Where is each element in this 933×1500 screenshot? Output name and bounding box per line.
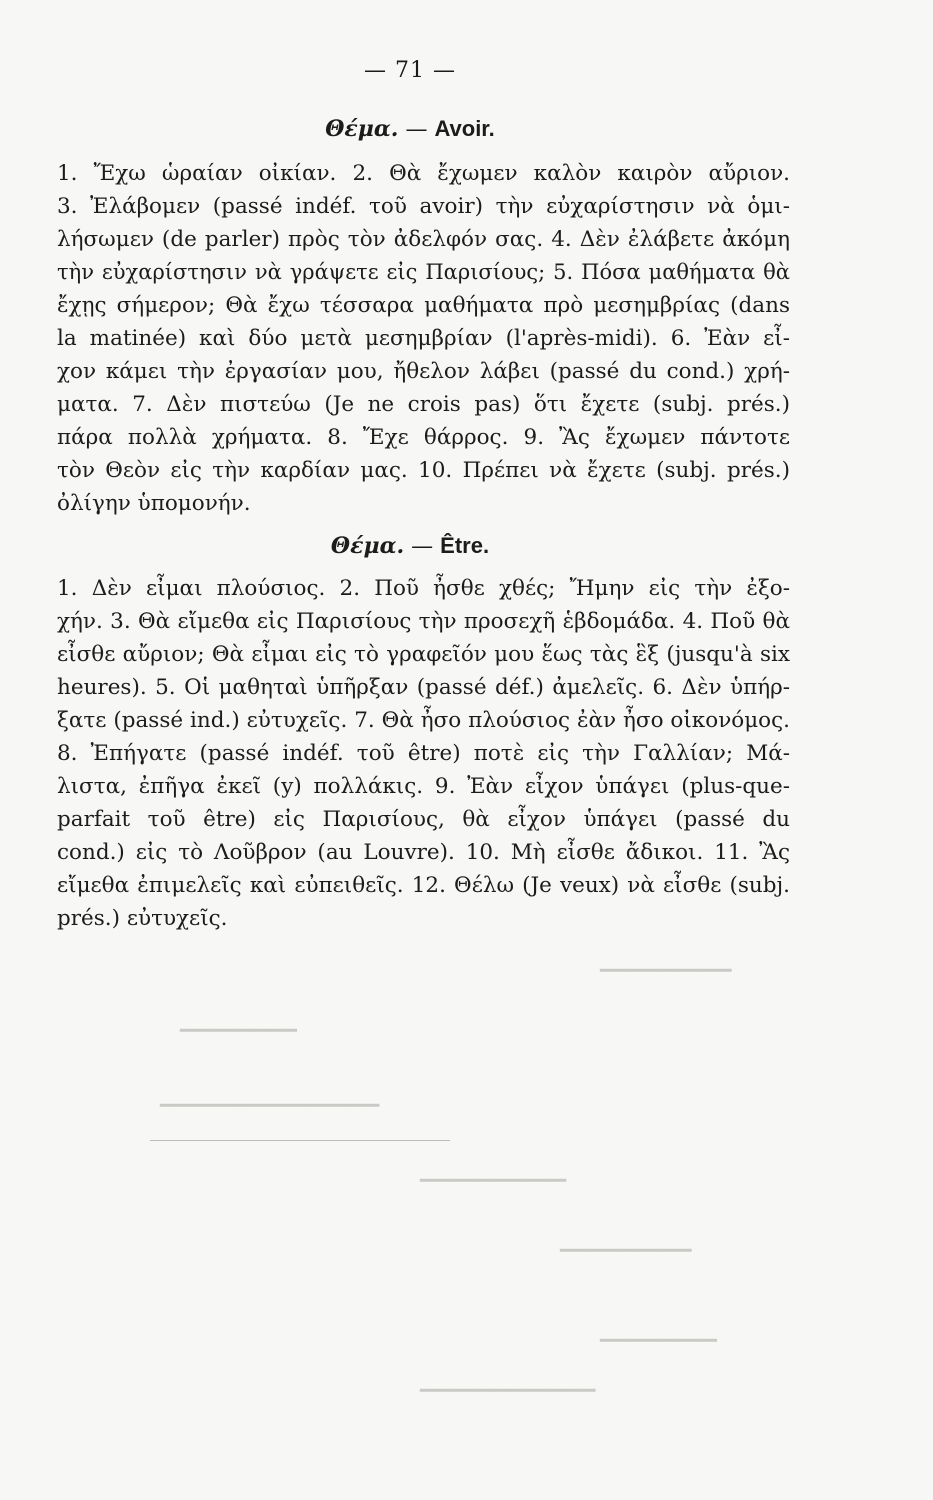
- page-number: — 71 —: [364, 58, 456, 83]
- text-line: la matinée) καὶ δύο μετὰ μεσημβρίαν (l'après-midi). 6. Ἐὰν εἶ-: [57, 326, 790, 351]
- text-line: ὀλίγην ὑπομονήν.: [57, 491, 251, 516]
- text-line: cond.) εἰς τὸ Λοῦβρον (au Louvre). 10. Μὴ εἶσθε ἄδικοι. 11. Ἂς: [57, 840, 790, 865]
- title-french: Être.: [440, 533, 490, 558]
- text-line: 1. Ἔχω ὡραίαν οἰκίαν. 2. Θὰ ἔχωμεν καλὸν καιρὸν αὔριον.: [57, 161, 790, 186]
- text-line: τὸν Θεὸν εἰς τὴν καρδίαν μας. 10. Πρέπει νὰ ἔχετε (subj. prés.): [57, 458, 790, 483]
- text-line: εἶσθε αὔριον; Θὰ εἶμαι εἰς τὸ γραφεῖόν μου ἕως τὰς ἓξ (jusqu'à six: [57, 642, 790, 667]
- text-line: χον κάμει τὴν ἐργασίαν μου, ἤθελον λάβει (passé du cond.) χρή-: [57, 359, 790, 384]
- text-line: 3. Ἐλάβομεν (passé indéf. τοῦ avoir) τὴν εὐχαρίστησιν νὰ ὁμι-: [57, 194, 790, 219]
- section-title-avoir: [0, 116, 820, 142]
- title-greek: Θέμα.: [330, 533, 405, 559]
- text-line: prés.) εὐτυχεῖς.: [57, 906, 228, 931]
- text-line: 8. Ἐπήγατε (passé indéf. τοῦ être) ποτὲ εἰς τὴν Γαλλίαν; Μά-: [57, 741, 790, 766]
- text-line: τὴν εὐχαρίστησιν νὰ γράψετε εἰς Παρισίους; 5. Πόσα μαθήματα θὰ: [57, 260, 790, 284]
- title-french: Avoir.: [434, 116, 495, 141]
- text-line: λιστα, ἐπῆγα ἐκεῖ (y) πολλάκις. 9. Ἐὰν εἶχον ὑπάγει (plus-que-: [57, 774, 790, 799]
- text-line: parfait τοῦ être) εἰς Παρισίους, θὰ εἶχον ὑπάγει (passé du: [57, 807, 790, 832]
- text-line: λήσωμεν (de parler) πρὸς τὸν ἀδελφόν σας. 4. Δὲν ἐλάβετε ἀκόμη: [57, 227, 790, 252]
- text-line: ματα. 7. Δὲν πιστεύω (Je ne crois pas) ὅτι ἔχετε (subj. prés.): [57, 392, 790, 417]
- text-line: 1. Δὲν εἶμαι πλούσιος. 2. Ποῦ ἦσθε χθές; Ἤμην εἰς τὴν ἐξο-: [57, 576, 790, 601]
- title-dash: —: [411, 534, 434, 559]
- text-line: heures). 5. Οἱ μαθηταὶ ὑπῆρξαν (passé déf.) ἀμελεῖς. 6. Δὲν ὑπήρ-: [57, 675, 790, 700]
- book-page: ▁▁▁▁▁▁▁▁▁▁▁▁▁▁▁ ▁▁▁▁▁▁▁▁▁▁ ▁▁▁▁▁▁▁▁▁ ▁▁▁▁▁▁▁▁ ▁▁▁▁▁▁▁▁▁▁▁▁ ▁▁▁▁▁▁▁▁ ▁▁▁▁▁▁▁▁▁ — 71 — Θέμα. — Avoir. 1. Ἔχω ὡραίαν οἰκίαν. 2. Θὰ ἔχωμεν καλὸν καιρὸν αὔριον. 3. Ἐλάβομεν (passé indéf. τοῦ avoir) τὴν εὐχαρίστησιν νὰ ὁμι- λήσωμεν (de parler) πρὸς τὸν ἀδελφόν σας. 4. Δὲν ἐλάβετε ἀκόμη τὴν εὐχαρίστησιν νὰ γράψετε εἰς Παρισίους; 5. Πόσα μαθήματα θὰ ἔχῃς σήμερον; Θὰ ἔχω τέσσαρα μαθήματα πρὸ μεσημβρίας (dans la matinée) καὶ δύο μετὰ μεσημβρίαν (l'après-midi). 6. Ἐὰν εἶ- χον κάμει τὴν ἐργασίαν μου, ἤθελον λάβει (passé du cond.) χρή- ματα. 7. Δὲν πιστεύω (Je ne crois pas) ὅτι ἔχετε (subj. prés.) πάρα πολλὰ χρήματα. 8. Ἔχε θάρρος. 9. Ἂς ἔχωμεν πάντοτε τὸν Θεὸν εἰς τὴν καρδίαν μας. 10. Πρέπει νὰ ἔχετε (subj. prés.) ὀλίγην ὑπομονήν. Θέμα. — Être. 1. Δὲν εἶμαι πλούσιος. 2. Ποῦ ἦσθε χθές; Ἤμην εἰς τὴν ἐξο- χήν. 3. Θὰ εἴμεθα εἰς Παρισίους τὴν προσεχῆ ἑβδομάδα. 4. Ποῦ θὰ εἶσθε αὔριον; Θὰ εἶμαι εἰς τὸ γραφεῖόν μου ἕως τὰς ἓξ (jusqu'à six heures). 5. Οἱ μαθηταὶ ὑπῆρξαν (passé déf.) ἀμελεῖς. 6. Δὲν ὑπήρ- ξατε (passé ind.) εὐτυχεῖς. 7. Θὰ ἦσο πλούσιος ἐὰν ἦσο οἰκονόμος. 8. Ἐπήγατε (passé indéf. τοῦ être) ποτὲ εἰς τὴν Γαλλίαν; Μά- λιστα, ἐπῆγα ἐκεῖ (y) πολλάκις. 9. Ἐὰν εἶχον ὑπάγει (plus-que- parfait τοῦ être) εἰς Παρισίους, θὰ εἶχον ὑπάγει (passé du cond.) εἰς τὸ Λοῦβρον (au Louvre). 10. Μὴ εἶσθε ἄδικοι. 11. Ἂς εἴμεθα ἐπιμελεῖς καὶ εὐπειθεῖς. 12. Θέλω (Je veux) νὰ εἶσθε (subj. prés.) εὐτυχεῖς.: [0, 0, 933, 1500]
- title-dash: —: [405, 117, 428, 142]
- section-title-etre: [0, 533, 820, 559]
- text-line: ἔχῃς σήμερον; Θὰ ἔχω τέσσαρα μαθήματα πρὸ μεσημβρίας (dans: [57, 293, 790, 318]
- text-line: ξατε (passé ind.) εὐτυχεῖς. 7. Θὰ ἦσο πλούσιος ἐὰν ἦσο οἰκονόμος.: [57, 708, 790, 733]
- text-line: εἴμεθα ἐπιμελεῖς καὶ εὐπειθεῖς. 12. Θέλω (Je veux) νὰ εἶσθε (subj.: [57, 873, 790, 898]
- text-line: χήν. 3. Θὰ εἴμεθα εἰς Παρισίους τὴν προσεχῆ ἑβδομάδα. 4. Ποῦ θὰ: [57, 609, 790, 634]
- text-line: πάρα πολλὰ χρήματα. 8. Ἔχε θάρρος. 9. Ἂς ἔχωμεν πάντοτε: [57, 425, 790, 450]
- title-greek: Θέμα.: [325, 116, 399, 142]
